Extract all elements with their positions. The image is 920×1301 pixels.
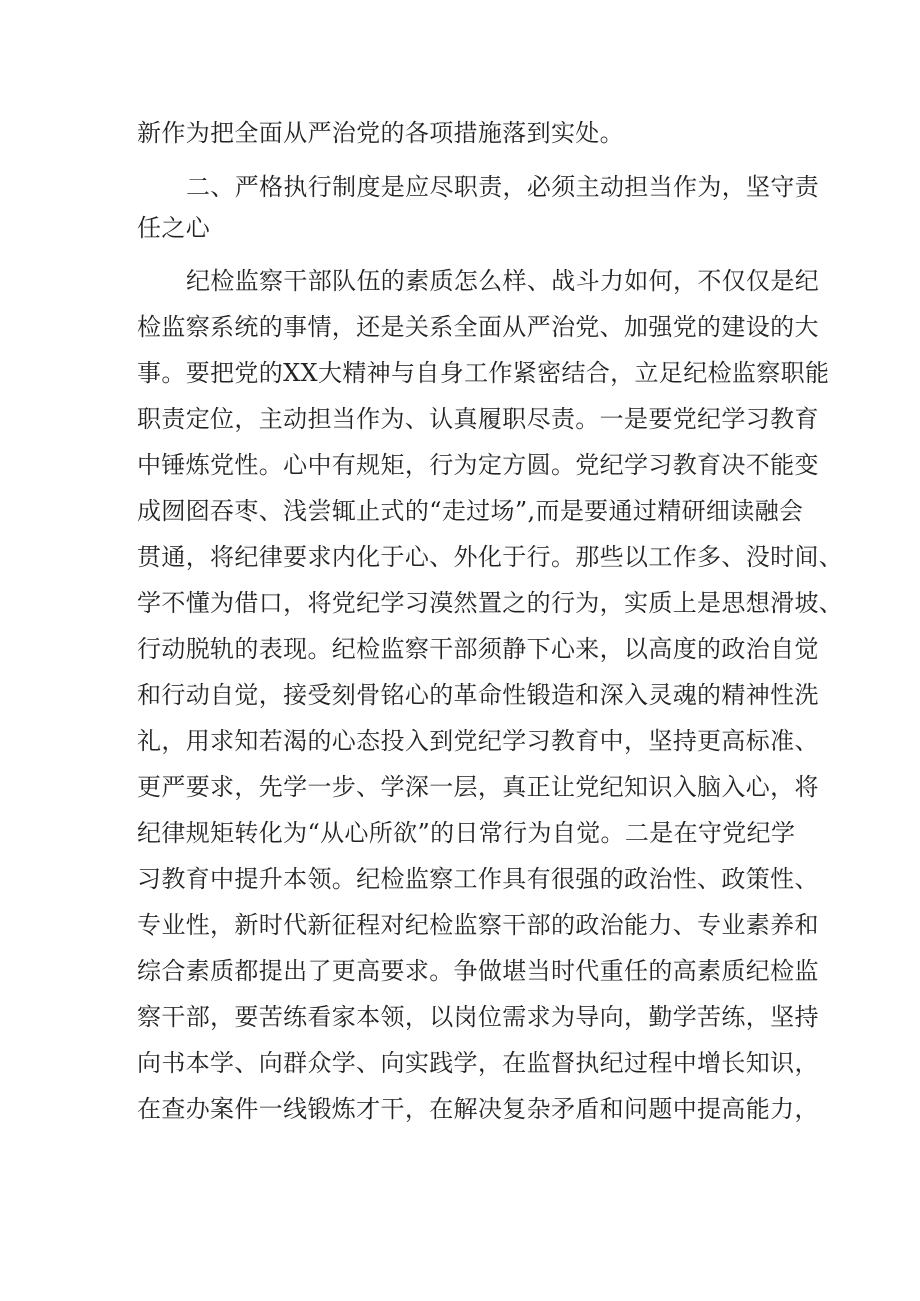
paragraph-line: 习教育中提升本领。纪检监察工作具有很强的政治性、政策性、	[137, 865, 819, 893]
paragraph-line: 中锤炼党性。心中有规矩，行为定方圆。党纪学习教育决不能变	[137, 451, 819, 479]
paragraph-line: 向书本学、向群众学、向实践学，在监督执纪过程中增长知识，	[137, 1049, 819, 1077]
paragraph-line: 专业性，新时代新征程对纪检监察干部的政治能力、专业素养和	[137, 911, 819, 939]
paragraph-line: 贯通，将纪律要求内化于心、外化于行。那些以工作多、没时间、	[137, 543, 844, 571]
paragraph-line: 新作为把全面从严治党的各项措施落到实处。	[137, 119, 624, 147]
paragraph-line: 更严要求，先学一步、学深一层，真正让党纪知识入脑入心，将	[137, 773, 819, 801]
paragraph-line: 在查办案件一线锻炼才干，在解决复杂矛盾和问题中提高能力，	[137, 1095, 819, 1123]
paragraph-line: 礼，用求知若渴的心态投入到党纪学习教育中，坚持更高标准、	[137, 727, 819, 755]
paragraph-line: 综合素质都提出了更高要求。争做堪当时代重任的高素质纪检监	[137, 957, 819, 985]
section-heading-line: 任之心	[137, 214, 211, 242]
paragraph-line: 纪检监察干部队伍的素质怎么样、战斗力如何，不仅仅是纪	[186, 267, 820, 295]
paragraph-line: 成囫囵吞枣、浅尝辄止式的“走过场”,而是要通过精研细读融会	[137, 497, 804, 525]
paragraph-line: 和行动自觉，接受刻骨铭心的革命性锻造和深入灵魂的精神性洗	[137, 681, 819, 709]
paragraph-line: 行动脱轨的表现。纪检监察干部须静下心来，以高度的政治自觉	[137, 635, 819, 663]
paragraph-line: 职责定位，主动担当作为、认真履职尽责。一是要党纪学习教育	[137, 405, 819, 433]
paragraph-line: 学不懂为借口，将党纪学习漠然置之的行为，实质上是思想滑坡、	[137, 589, 844, 617]
paragraph-line: 检监察系统的事情，还是关系全面从严治党、加强党的建设的大	[137, 313, 819, 341]
paragraph-line: 事。要把党的XX大精神与自身工作紧密结合，立足纪检监察职能	[137, 359, 830, 387]
paragraph-line: 纪律规矩转化为“从心所欲”的日常行为自觉。二是在守党纪学	[137, 819, 796, 847]
section-heading-line: 二、严格执行制度是应尽职责，必须主动担当作为，坚守责	[186, 173, 820, 201]
paragraph-line: 察干部，要苦练看家本领，以岗位需求为导向，勤学苦练，坚持	[137, 1003, 819, 1031]
